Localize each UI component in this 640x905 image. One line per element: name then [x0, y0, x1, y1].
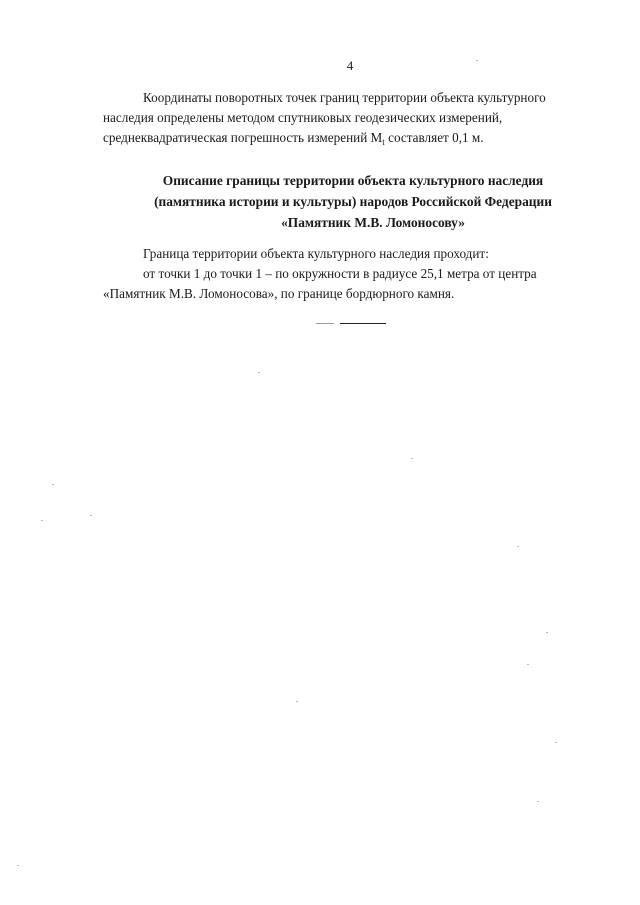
subscript: t: [382, 137, 385, 147]
scan-speck: [41, 520, 43, 521]
section-heading: [103, 170, 603, 233]
word: спутниковых: [278, 110, 352, 125]
paragraph1-line1: Координаты поворотных точек границ территории объекта культурного: [143, 90, 546, 105]
scan-speck: [90, 515, 92, 516]
end-rule-dash-light: [316, 323, 334, 324]
word: геодезических: [354, 110, 436, 125]
scan-speck: [555, 742, 557, 743]
boundary-paragraph: [103, 244, 603, 304]
paragraph2-line3: «Памятник М.В. Ломоносова», по границе бордюрного камня.: [103, 286, 455, 301]
word: методом: [227, 110, 275, 125]
word: наследия: [103, 110, 154, 125]
line3-suffix: составляет 0,1 м.: [384, 130, 484, 145]
heading-line2: (памятника истории и культуры) народов Российской Федерации: [154, 194, 552, 209]
scan-speck: [411, 458, 413, 459]
paragraph2-line2: от точки 1 до точки 1 – по окружности в радиусе 25,1 метра от центра: [143, 266, 537, 281]
scan-speck: [52, 484, 54, 485]
line3-prefix: среднеквадратическая погрешность измерений M: [103, 130, 383, 145]
scan-speck: [546, 632, 548, 633]
word: определены: [157, 110, 224, 125]
paragraph1-line2: [103, 108, 603, 128]
coordinates-paragraph: [103, 88, 603, 152]
paragraph2-line1: Граница территории объекта культурного наследия проходит:: [143, 246, 489, 261]
scan-speck: [476, 60, 478, 61]
scan-speck: [17, 865, 19, 866]
heading-line3: «Памятник М.В. Ломоносову»: [281, 215, 465, 230]
end-rule-dash-dark: [340, 323, 386, 324]
end-rule: [316, 322, 386, 324]
page-number: 4: [346, 58, 354, 73]
scan-speck: [517, 546, 519, 547]
heading-line1: Описание границы территории объекта культурного наследия: [162, 173, 544, 188]
word: измерений,: [439, 110, 503, 125]
scan-speck: [258, 372, 260, 373]
scan-speck: [527, 664, 529, 665]
paragraph1-line3: [103, 128, 603, 152]
scan-speck: [296, 701, 298, 702]
scan-speck: [537, 801, 539, 802]
